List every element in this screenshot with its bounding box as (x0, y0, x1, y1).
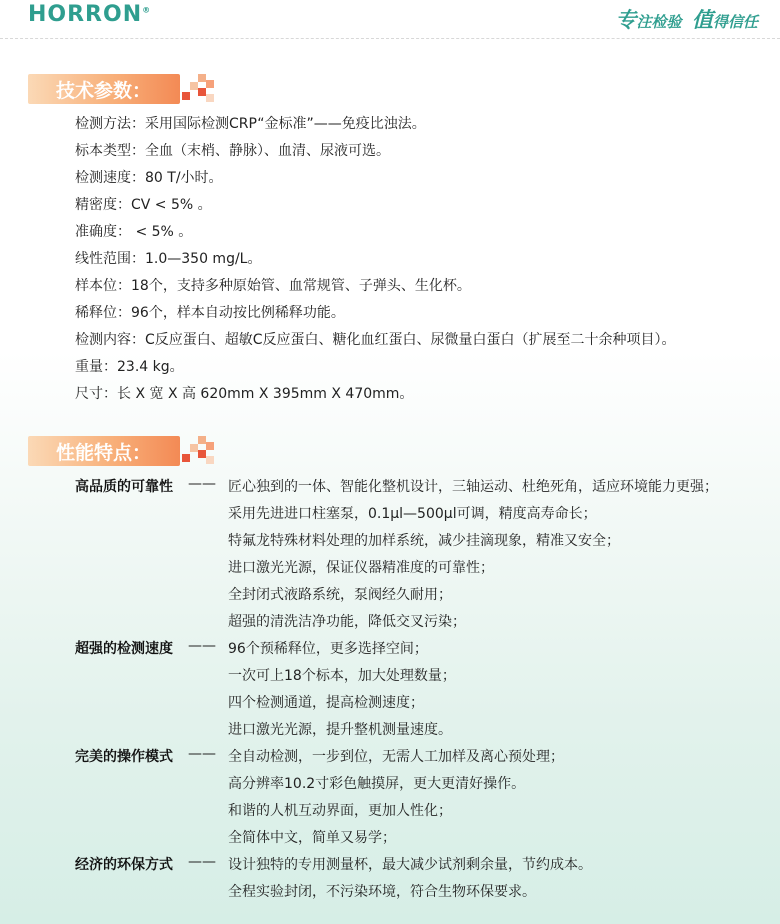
feature-line: 全简体中文，简单又易学； (228, 830, 396, 846)
feature-line: 特氟龙特殊材料处理的加样系统，减少挂滴现象，精准又安全； (228, 533, 620, 549)
spec-item: 线性范围：1.0—350 mg/L。 (75, 251, 262, 267)
spec-item: 准确度： < 5% 。 (75, 224, 193, 240)
feature-line: 全自动检测，一步到位，无需人工加样及离心预处理； (228, 749, 564, 765)
feature-line: 进口激光光源，保证仪器精准度的可靠性； (228, 560, 494, 576)
specs-section-tab (28, 74, 180, 104)
feature-group-label: 超强的检测速度 (75, 641, 173, 657)
spec-item: 稀释位：96个，样本自动按比例稀释功能。 (75, 305, 345, 321)
feature-line: 高分辨率10.2寸彩色触摸屏，更大更清好操作。 (228, 776, 526, 792)
feature-line: 四个检测通道，提高检测速度； (228, 695, 424, 711)
feature-group-label: 完美的操作模式 (75, 749, 173, 765)
spec-item: 样本位：18个，支持多种原始管、血常规管、子弹头、生化杯。 (75, 278, 471, 294)
feature-dash: —— (188, 638, 216, 654)
feature-line: 96个预稀释位，更多选择空间； (228, 641, 428, 657)
feature-dash: —— (188, 746, 216, 762)
feature-group-label: 经济的环保方式 (75, 857, 173, 873)
feature-line: 和谐的人机互动界面，更加人性化； (228, 803, 452, 819)
feature-line: 匠心独到的一体、智能化整机设计，三轴运动、杜绝死角，适应环境能力更强； (228, 479, 718, 495)
specs-section-title: 技术参数： (56, 80, 152, 102)
feature-line: 采用先进进口柱塞泵，0.1μl—500μl可调，精度高寿命长； (228, 506, 597, 522)
feature-line: 全程实验封闭，不污染环境，符合生物环保要求。 (228, 884, 536, 900)
feature-dash: —— (188, 854, 216, 870)
page-header (0, 0, 780, 36)
feature-line: 超强的清洗洁净功能，降低交叉污染； (228, 614, 466, 630)
spec-item: 标本类型：全血（末梢、静脉）、血清、尿液可选。 (75, 143, 390, 159)
spec-item: 尺寸：长 X 宽 X 高 620mm X 395mm X 470mm。 (75, 386, 414, 402)
feature-line: 进口激光光源，提升整机测量速度。 (228, 722, 452, 738)
spec-item: 检测方法：采用国际检测CRP“金标准”——免疫比浊法。 (75, 116, 426, 132)
spec-item: 精密度：CV < 5% 。 (75, 197, 212, 213)
feature-group-label: 高品质的可靠性 (75, 479, 173, 495)
feature-line: 一次可上18个标本，加大处理数量； (228, 668, 456, 684)
spec-item: 检测速度：80 T/小时。 (75, 170, 223, 186)
features-section-title: 性能特点： (56, 442, 152, 464)
feature-line: 全封闭式液路系统，泵阀经久耐用； (228, 587, 452, 603)
header-divider (0, 38, 780, 39)
features-section-tab (28, 436, 180, 466)
brand-slogan: 专注检验 值得信任 (615, 8, 758, 32)
spec-item: 检测内容：C反应蛋白、超敏C反应蛋白、糖化血红蛋白、尿微量白蛋白（扩展至二十余种项目）。 (75, 332, 676, 348)
decorative-squares (182, 436, 216, 466)
feature-line: 设计独特的专用测量杯，最大减少试剂剩余量，节约成本。 (228, 857, 592, 873)
feature-dash: —— (188, 476, 216, 492)
brand-logo: HORRON® (28, 2, 152, 27)
spec-item: 重量：23.4 kg。 (75, 359, 184, 375)
decorative-squares (182, 74, 216, 104)
